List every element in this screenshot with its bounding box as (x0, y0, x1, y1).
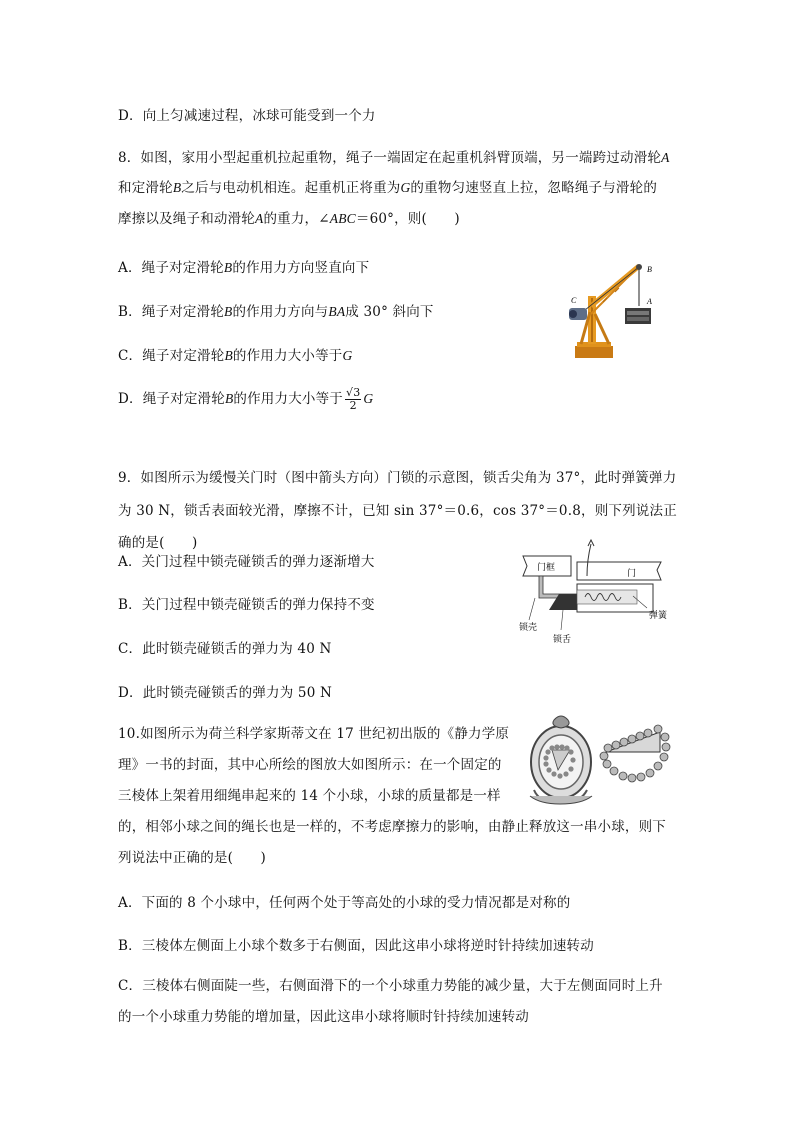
q8-option-d: D．绳子对定滑轮B的作用力大小等于 $\frac{√3}{2}$ G (118, 386, 374, 412)
stevin-cover-figure (524, 712, 599, 807)
q10-option-a: A．下面的 8 个小球中，任何两个处于等高处的小球的受力情况都是对称的 (118, 895, 571, 911)
q9-stem-line-1: 9．如图所示为缓慢关门时（图中箭头方向）门锁的示意图，锁舌尖角为 37°，此时弹簧弹力 (118, 470, 677, 486)
q10-option-c-line-2: 的一个小球重力势能的增加量，因此这串小球将顺时针持续加速转动 (118, 1009, 529, 1025)
q8-stem-line-3: 摩擦以及绳子和动滑轮A的重力，∠ABC＝60°，则( ) (118, 211, 460, 227)
sqrt3-over-2-fraction: $\frac{√3}{2}$ (346, 386, 361, 412)
q9-stem-line-2: 为 30 N，锁舌表面较光滑，摩擦不计，已知 sin 37°＝0.6，cos 37°＝0.8，则下列说法正 (118, 503, 677, 519)
q8-stem-line-1: 8．如图，家用小型起重机拉起重物，绳子一端固定在起重机斜臂顶端，另一端跨过动滑轮A (118, 150, 670, 166)
q10-option-b: B．三棱体左侧面上小球个数多于右侧面，因此这串小球将逆时针持续加速转动 (118, 938, 594, 954)
label-b: B (647, 265, 652, 274)
q8-option-b: B．绳子对定滑轮B的作用力方向与BA成 30° 斜向下 (118, 304, 434, 320)
q10-stem-line-2: 理》一书的封面，其中心所绘的图放大如图所示：在一个固定的 (118, 757, 502, 773)
label-lock-tongue: 锁舌 (553, 635, 572, 645)
q10-stem-line-3: 三棱体上架着用细绳串起来的 14 个小球，小球的质量都是一样 (118, 788, 501, 804)
label-c: C (571, 296, 577, 305)
crane-figure (555, 258, 670, 363)
q7-option-d: D．向上匀减速过程，冰球可能受到一个力 (118, 108, 376, 124)
bead-chain-figure (598, 722, 674, 794)
q10-option-c-line-1: C．三棱体右侧面陡一些，右侧面滑下的一个小球重力势能的减少量，大于左侧面同时上升 (118, 978, 663, 994)
q10-stem-line-1: 10.如图所示为荷兰科学家斯蒂文在 17 世纪初出版的《静力学原 (118, 726, 510, 742)
q10-stem-line-4: 的，相邻小球之间的绳长也是一样的，不考虑摩擦力的影响，由静止释放这一串小球，则下 (118, 819, 666, 835)
label-a: A (647, 297, 652, 306)
q8-option-a: A．绳子对定滑轮B的作用力方向竖直向下 (118, 260, 370, 276)
door-lock-figure (515, 536, 675, 648)
label-door: 门 (627, 569, 637, 579)
label-door-frame: 门框 (537, 563, 556, 573)
q9-stem-line-3: 确的是( ) (118, 535, 198, 551)
q9-option-d: D．此时锁壳碰锁舌的弹力为 50 N (118, 685, 332, 701)
label-lock-shell: 锁壳 (519, 623, 538, 633)
q8-option-c: C．绳子对定滑轮B的作用力大小等于G (118, 348, 353, 364)
label-spring: 弹簧 (649, 611, 668, 621)
q9-option-a: A．关门过程中锁壳碰锁舌的弹力逐渐增大 (118, 554, 375, 570)
q8-stem-line-2: 和定滑轮B之后与电动机相连。起重机正将重为G的重物匀速竖直上拉，忽略绳子与滑轮的 (118, 180, 658, 196)
q10-stem-line-5: 列说法中正确的是( ) (118, 850, 266, 866)
q9-option-c: C．此时锁壳碰锁舌的弹力为 40 N (118, 641, 332, 657)
q9-option-b: B．关门过程中锁壳碰锁舌的弹力保持不变 (118, 597, 375, 613)
